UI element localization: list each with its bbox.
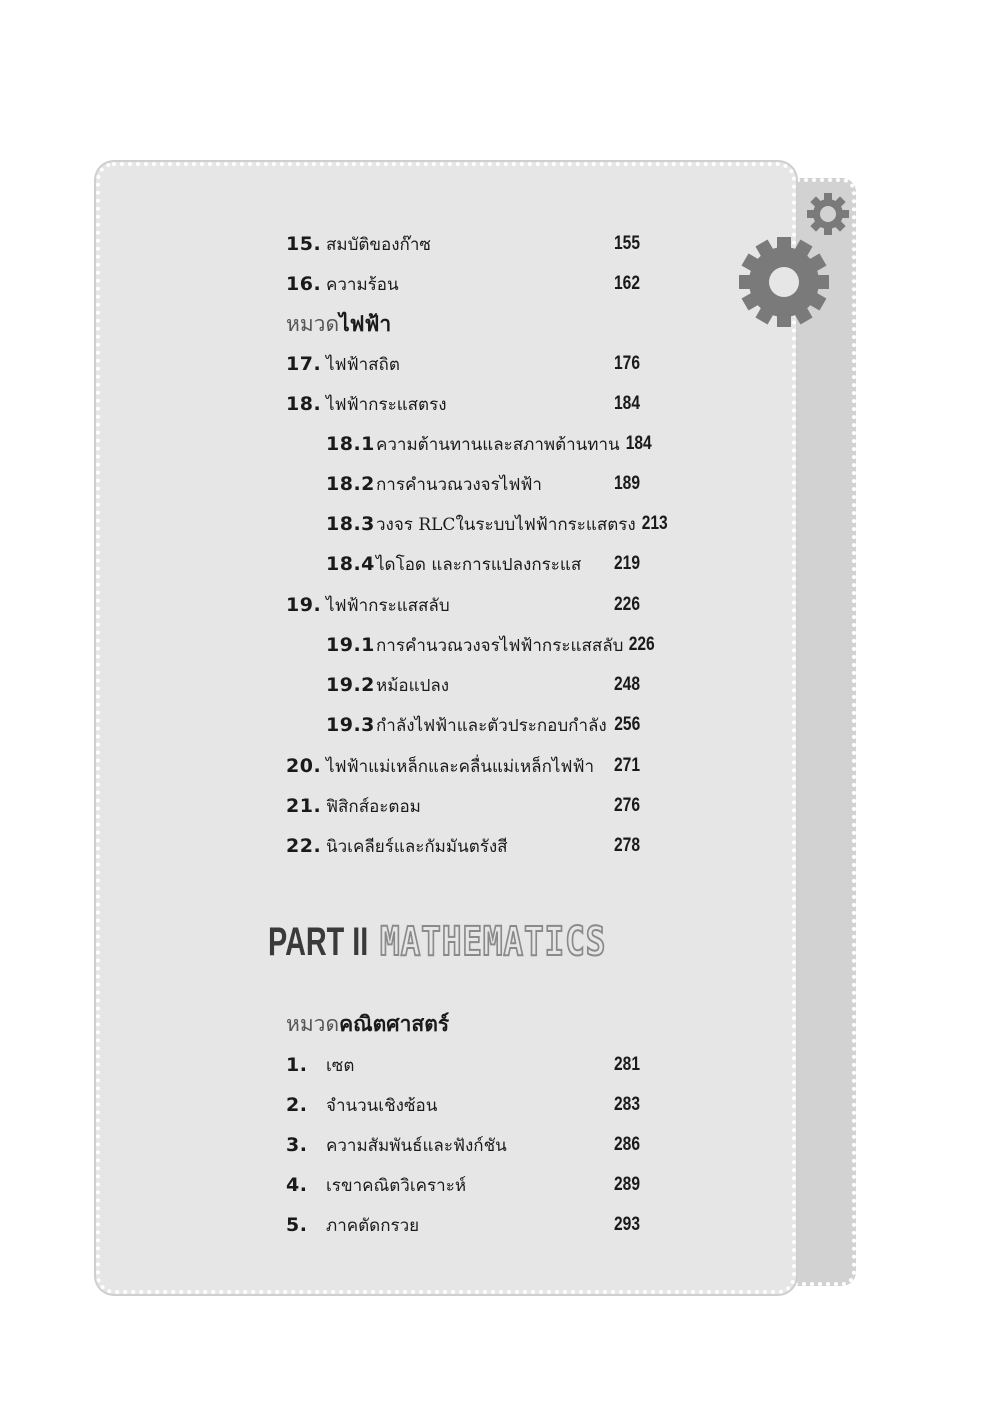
subentry-title: กำลังไฟฟ้าและตัวประกอบกำลัง (376, 715, 607, 736)
subentry-title: หม้อแปลง (376, 675, 450, 696)
part-label: PART II (268, 919, 369, 964)
subentry-page: 226 (629, 634, 656, 655)
toc-subentry[interactable] (326, 630, 656, 660)
section-name: ไฟฟ้า (339, 310, 392, 336)
toc-entry[interactable] (286, 831, 640, 861)
entry-title: ภาคตัดกรวย (326, 1215, 420, 1236)
entry-number: 19. (286, 594, 322, 616)
toc-subentry[interactable] (326, 670, 640, 700)
entry-number: 4. (286, 1174, 308, 1196)
entry-number: 1. (286, 1054, 308, 1076)
entry-title: ไฟฟ้ากระแสสลับ (326, 595, 450, 616)
entry-page: 289 (614, 1174, 640, 1195)
entry-title: ฟิสิกส์อะตอม (326, 796, 421, 817)
subentry-page: 189 (614, 473, 640, 494)
entry-page: 226 (614, 594, 640, 615)
subentry-number: 19.2 (326, 674, 375, 696)
subentry-number: 18.4 (326, 553, 375, 575)
section-heading (286, 1009, 449, 1039)
subentry-number: 18.3 (326, 513, 375, 535)
entry-page: 276 (614, 795, 640, 816)
toc-entry[interactable] (286, 1170, 640, 1200)
small-gear-icon (806, 192, 850, 236)
entry-title: ไฟฟ้าแม่เหล็กและคลื่นแม่เหล็กไฟฟ้า (326, 756, 595, 777)
subentry-page: 213 (641, 513, 668, 534)
section-heading (286, 309, 391, 339)
subentry-page: 256 (614, 714, 640, 735)
entry-title: ความสัมพันธ์และฟังก์ชัน (326, 1135, 507, 1156)
entry-title: ความร้อน (326, 274, 399, 295)
toc-subentry[interactable] (326, 469, 640, 499)
toc-entry[interactable] (286, 751, 640, 781)
toc-entry[interactable] (286, 349, 640, 379)
entry-number: 16. (286, 273, 322, 295)
entry-title: เรขาคณิตวิเคราะห์ (326, 1175, 467, 1196)
entry-page: 176 (614, 353, 640, 374)
toc-subentry[interactable] (326, 429, 652, 459)
entry-page: 283 (614, 1094, 640, 1115)
subentry-number: 18.1 (326, 433, 375, 455)
toc-entry[interactable] (286, 791, 640, 821)
entry-number: 18. (286, 393, 322, 415)
entry-page: 184 (614, 393, 640, 414)
part-name: MATHEMATICS (380, 919, 607, 965)
large-gear-icon (738, 236, 830, 328)
entry-number: 21. (286, 795, 322, 817)
entry-title: ไฟฟ้าสถิต (326, 354, 400, 375)
entry-page: 286 (614, 1134, 640, 1155)
part-heading (268, 918, 656, 966)
entry-page: 278 (614, 835, 640, 856)
entry-number: 2. (286, 1094, 308, 1116)
entry-number: 15. (286, 233, 322, 255)
subentry-number: 19.3 (326, 714, 375, 736)
entry-title: เซต (326, 1055, 355, 1076)
subentry-page: 248 (614, 674, 640, 695)
toc-entry[interactable] (286, 1050, 640, 1080)
subentry-title: วงจร RLCในระบบไฟฟ้ากระแสตรง (376, 514, 636, 535)
entry-number: 22. (286, 835, 322, 857)
toc-subentry[interactable] (326, 710, 640, 740)
subentry-number: 18.2 (326, 473, 375, 495)
entry-page: 271 (614, 755, 640, 776)
toc-entry[interactable] (286, 590, 640, 620)
entry-title: นิวเคลียร์และกัมมันตรังสี (326, 836, 508, 857)
entry-number: 20. (286, 755, 322, 777)
subentry-title: ความต้านทานและสภาพต้านทาน (376, 434, 620, 455)
entry-page: 293 (614, 1214, 640, 1235)
entry-page: 281 (614, 1054, 640, 1075)
entry-page: 162 (614, 273, 640, 294)
subentry-page: 184 (625, 433, 652, 454)
entry-number: 5. (286, 1214, 308, 1236)
entry-number: 17. (286, 353, 322, 375)
toc-entry[interactable] (286, 269, 640, 299)
entry-title: สมบัติของก๊าซ (326, 234, 431, 255)
subentry-title: การคำนวณวงจรไฟฟ้า (376, 474, 542, 495)
subentry-title: การคำนวณวงจรไฟฟ้ากระแสสลับ (376, 635, 624, 656)
toc-subentry[interactable] (326, 549, 640, 579)
section-prefix: หมวด (286, 1011, 340, 1036)
toc-subentry[interactable] (326, 509, 668, 539)
subentry-title: ไดโอด และการแปลงกระแส (376, 554, 582, 575)
entry-page: 155 (614, 233, 640, 254)
toc-entry[interactable] (286, 1090, 640, 1120)
toc-entry[interactable] (286, 1130, 640, 1160)
entry-title: ไฟฟ้ากระแสตรง (326, 394, 447, 415)
subentry-page: 219 (614, 553, 640, 574)
toc-entry[interactable] (286, 389, 640, 419)
entry-title: จำนวนเชิงซ้อน (326, 1095, 438, 1116)
toc-entry[interactable] (286, 229, 640, 259)
toc-entry[interactable] (286, 1210, 640, 1240)
subentry-number: 19.1 (326, 634, 375, 656)
entry-number: 3. (286, 1134, 308, 1156)
section-name: คณิตศาสตร์ (339, 1010, 450, 1036)
section-prefix: หมวด (286, 311, 340, 336)
